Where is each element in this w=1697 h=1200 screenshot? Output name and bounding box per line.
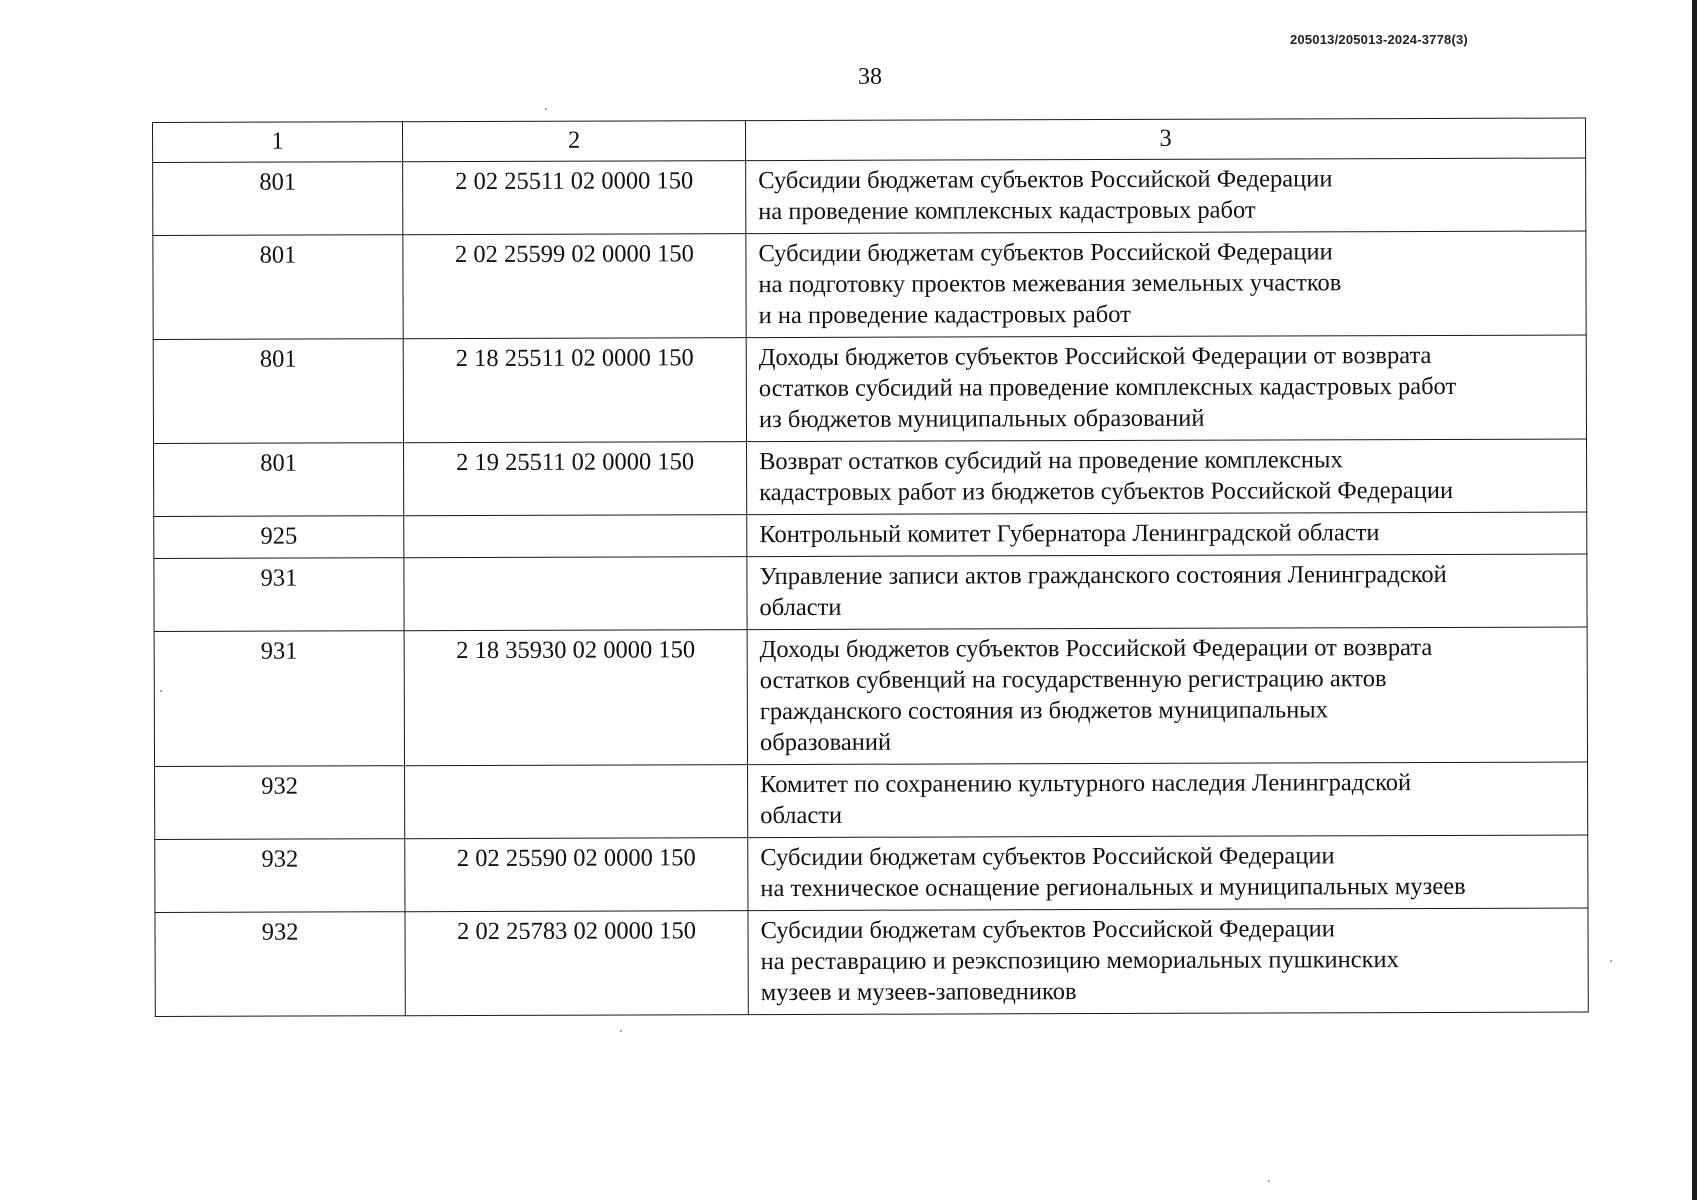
revenue-name-line: Комитет по сохранению культурного наследия Ленинградской [760,769,1412,799]
document-registration-number: 205013/205013-2024-3778(3) [1290,32,1468,47]
budget-classification-table [152,117,1589,1017]
revenue-name-line: музеев и музеев-заповедников [760,978,1077,1007]
admin-code-cell: 801 [153,235,403,340]
revenue-code-cell: 2 02 25511 02 0000 150 [403,161,746,235]
revenue-name-line: остатков субсидий на проведение комплексных кадастровых работ [758,372,1457,403]
revenue-code-cell: 2 02 25783 02 0000 150 [405,911,748,1016]
revenue-name-line: на реставрацию и реэкспозицию мемориальных пушкинских [760,946,1399,976]
scan-speck [545,108,547,110]
table-row [154,554,1587,632]
admin-code-cell: 801 [154,443,404,517]
column-header-1: 1 [153,122,403,163]
revenue-name-line: Доходы бюджетов субъектов Российской Федерации от возврата [758,341,1432,372]
revenue-name-line: на проведение комплексных кадастровых работ [758,196,1256,226]
revenue-name-cell [747,512,1587,557]
revenue-name-line: образований [759,728,892,757]
revenue-name-line: кадастровых работ из бюджетов субъектов Российской Федерации [759,476,1454,507]
table-row [154,512,1587,559]
revenue-name-line: Контрольный комитет Губернатора Ленинградской области [759,519,1380,549]
admin-code-cell: 925 [154,516,404,559]
admin-code-cell: 801 [153,162,403,236]
table-row [153,335,1586,444]
revenue-code-cell: 2 18 35930 02 0000 150 [404,630,747,766]
table-row [155,908,1588,1017]
revenue-name-line: Субсидии бюджетам субъектов Российской Федерации [758,165,1333,195]
revenue-name-cell [746,231,1586,338]
revenue-name-cell [746,335,1586,442]
admin-code-cell: 932 [155,766,405,840]
revenue-code-cell: 2 19 25511 02 0000 150 [404,442,747,516]
revenue-name-line: Возврат остатков субсидий на проведение комплексных [759,446,1343,476]
revenue-code-cell [404,557,747,631]
scan-speck [620,1030,622,1032]
column-header-3: 3 [745,118,1585,161]
revenue-code-cell [404,515,747,558]
revenue-name-line: на подготовку проектов межевания земельных участков [758,269,1342,299]
admin-code-cell: 801 [153,339,403,444]
revenue-name-cell [748,835,1588,911]
revenue-name-line: и на проведение кадастровых работ [758,300,1131,330]
revenue-code-cell [405,765,748,839]
table-row [154,439,1587,517]
revenue-name-line: Субсидии бюджетам субъектов Российской Федерации [758,238,1333,268]
revenue-name-line: Управление записи актов гражданского состояния Ленинградской [759,560,1447,591]
revenue-name-line: области [759,593,842,622]
table-header [153,118,1586,163]
admin-code-cell: 932 [155,839,405,913]
table-row [155,835,1588,913]
revenue-name-line: из бюджетов муниципальных образований [758,404,1205,434]
revenue-name-line: остатков субвенций на государственную регистрацию актов [759,665,1387,695]
revenue-name-cell [747,554,1587,630]
admin-code-cell: 931 [154,558,404,632]
revenue-name-line: гражданского состояния из бюджетов муниципальных [759,696,1329,726]
revenue-name-line: на техническое оснащение региональных и муниципальных музеев [760,872,1466,903]
admin-code-cell: 932 [155,912,405,1017]
table-row [153,158,1586,236]
page-number: 38 [858,64,882,90]
scan-speck [1610,960,1612,962]
revenue-name-line: области [760,801,843,830]
revenue-name-line: Субсидии бюджетам субъектов Российской Федерации [760,842,1335,872]
scan-edge-shadow [1692,0,1697,1200]
scan-speck [1268,1180,1270,1182]
revenue-name-cell [747,439,1587,515]
revenue-name-cell [746,158,1586,234]
revenue-code-cell: 2 18 25511 02 0000 150 [403,338,746,443]
table-row [155,762,1588,840]
revenue-code-cell: 2 02 25599 02 0000 150 [403,234,746,339]
revenue-code-cell: 2 02 25590 02 0000 150 [405,838,748,912]
table-header-row [153,118,1586,163]
revenue-name-line: Доходы бюджетов субъектов Российской Федерации от возврата [759,633,1433,664]
admin-code-cell: 931 [154,631,404,767]
revenue-name-line: Субсидии бюджетам субъектов Российской Федерации [760,915,1335,945]
table-row [154,627,1587,767]
column-header-2: 2 [403,121,746,162]
table-row [153,231,1586,340]
table-body [153,158,1589,1016]
revenue-name-cell [747,627,1587,765]
revenue-name-cell [748,908,1588,1015]
revenue-name-cell [748,762,1588,838]
